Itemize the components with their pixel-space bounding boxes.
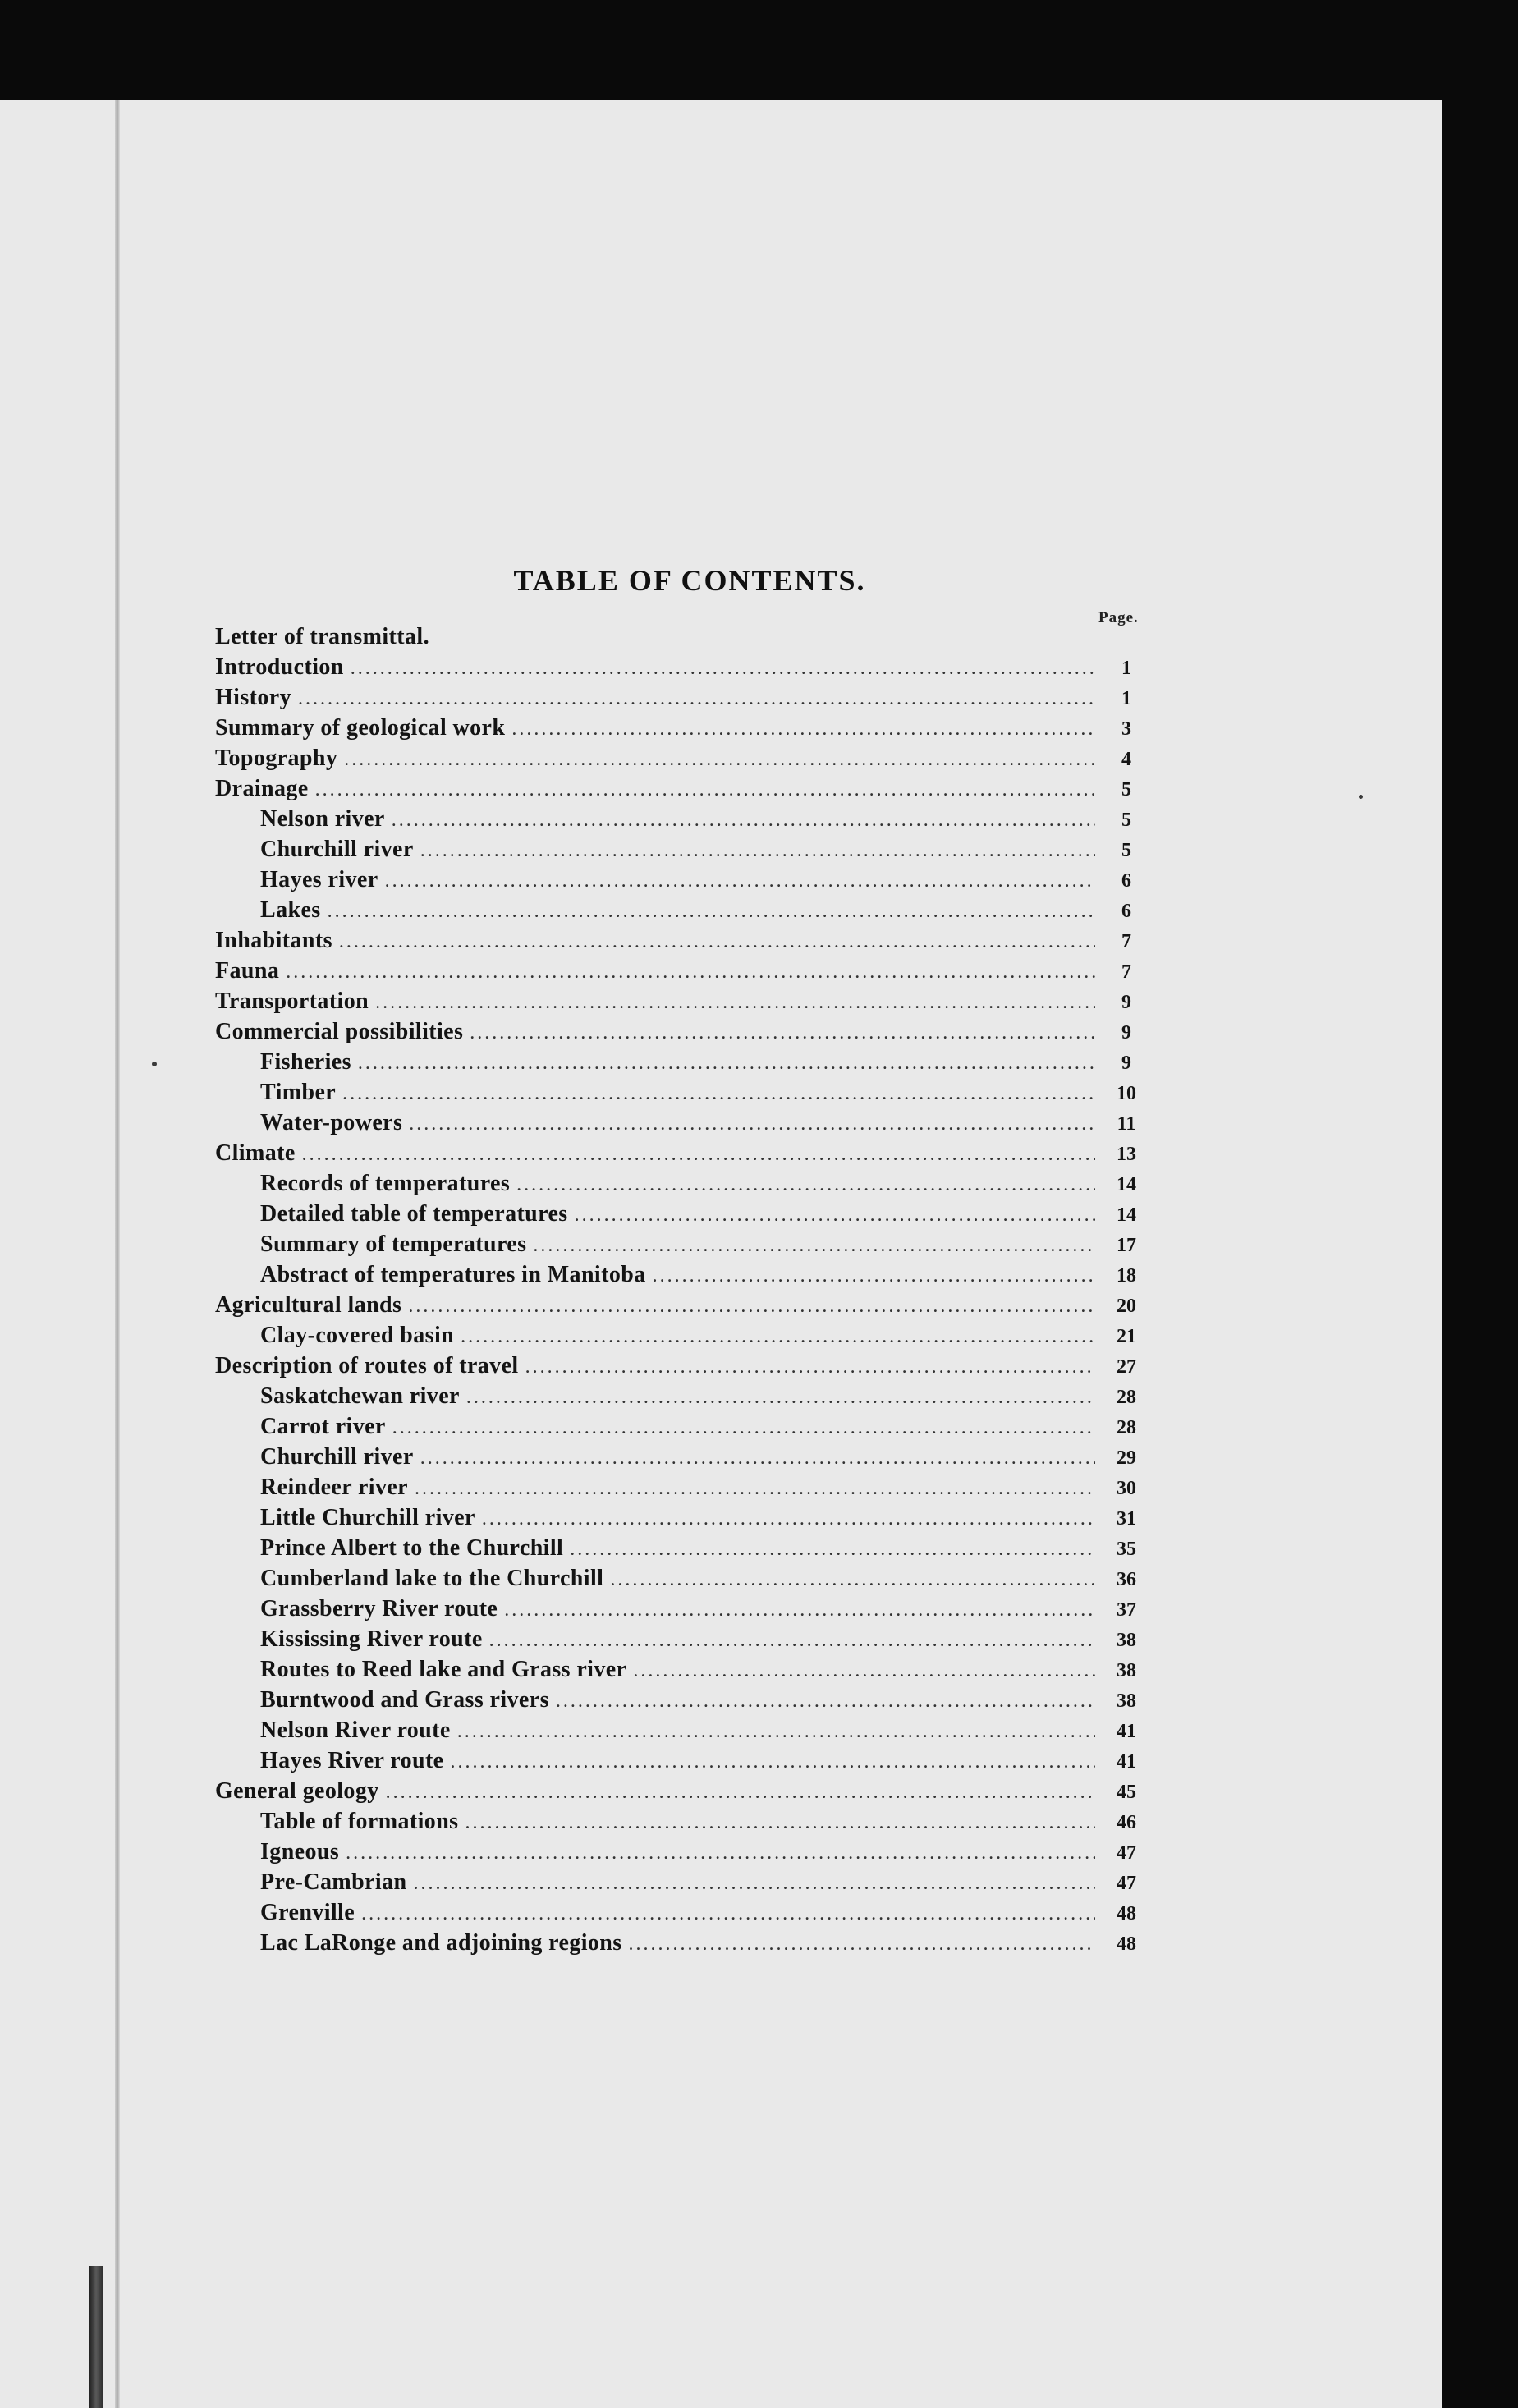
dot-leader (420, 1447, 1095, 1470)
toc-entry (215, 1383, 1151, 1414)
toc-entry (215, 1110, 1151, 1140)
toc-entry (215, 1140, 1151, 1171)
toc-entry-title: Table of formations (260, 1809, 459, 1834)
toc-entry-title: Cumberland lake to the Churchill (260, 1566, 604, 1591)
toc-entry-page-number: 48 (1117, 1903, 1136, 1924)
toc-title: TABLE OF CONTENTS. (513, 564, 866, 597)
toc-entry-page-number: 29 (1117, 1447, 1136, 1469)
toc-entry (215, 624, 1151, 654)
toc-entry-title: Drainage (215, 776, 309, 801)
toc-entry-title: Lakes (260, 897, 321, 923)
toc-entry (215, 745, 1151, 776)
toc-entry-page-number: 28 (1117, 1387, 1136, 1408)
toc-entry-page-number: 27 (1117, 1356, 1136, 1378)
toc-entry-page-number: 18 (1117, 1265, 1136, 1287)
toc-entry-title: Inhabitants (215, 928, 332, 953)
toc-entry-title: Summary of geological work (215, 715, 506, 741)
dot-leader (653, 1265, 1095, 1287)
dot-leader (344, 749, 1095, 771)
toc-entry-page-number: 31 (1117, 1508, 1136, 1530)
toc-entry (215, 1748, 1151, 1778)
toc-entry (215, 1475, 1151, 1505)
dot-leader (420, 840, 1095, 862)
toc-entry (215, 715, 1151, 745)
toc-entry (215, 1232, 1151, 1262)
toc-entry-title: Grenville (260, 1900, 355, 1925)
toc-entry (215, 988, 1151, 1019)
dot-leader (375, 992, 1095, 1014)
dot-leader (358, 1053, 1095, 1075)
dot-leader (504, 1599, 1095, 1621)
dot-leader (533, 1235, 1095, 1257)
toc-entry-title: Grassberry River route (260, 1596, 498, 1621)
dot-leader (461, 1326, 1095, 1348)
toc-entry-page-number: 47 (1117, 1842, 1136, 1864)
toc-entry-page-number: 9 (1121, 1053, 1131, 1074)
toc-entry-page-number: 5 (1121, 840, 1131, 861)
toc-entry-page-number: 46 (1117, 1812, 1136, 1833)
toc-entry-page-number: 45 (1117, 1782, 1136, 1803)
toc-entry-title: Igneous (260, 1839, 340, 1864)
toc-entry-title: General geology (215, 1778, 379, 1804)
dot-leader (556, 1690, 1095, 1713)
toc-entry-page-number: 7 (1121, 961, 1131, 983)
toc-entry-page-number: 3 (1121, 718, 1131, 740)
toc-entry-page-number: 47 (1117, 1873, 1136, 1894)
dot-leader (392, 810, 1095, 832)
toc-entry-title: Churchill river (260, 1444, 414, 1470)
toc-entry-title: Saskatchewan river (260, 1383, 460, 1409)
toc-entry-title: Topography (215, 745, 338, 771)
dot-leader (346, 1842, 1095, 1864)
dot-leader (342, 1083, 1095, 1105)
toc-entry (215, 654, 1151, 685)
toc-entry-page-number: 28 (1117, 1417, 1136, 1438)
dot-leader (408, 1296, 1095, 1318)
toc-entry-title: Water-powers (260, 1110, 403, 1135)
toc-entry-page-number: 41 (1117, 1751, 1136, 1773)
dot-leader (489, 1630, 1095, 1652)
toc-entry (215, 958, 1151, 988)
dot-leader (286, 961, 1095, 984)
toc-entry-page-number: 38 (1117, 1630, 1136, 1651)
toc-entry-page-number: 30 (1117, 1478, 1136, 1499)
toc-entry (215, 1839, 1151, 1869)
toc-entry (215, 1930, 1151, 1961)
toc-entry (215, 1900, 1151, 1930)
toc-entry-title: Letter of transmittal. (215, 624, 429, 649)
toc-entry (215, 1657, 1151, 1687)
toc-entry-page-number: 7 (1121, 931, 1131, 952)
toc-entry-title: Climate (215, 1140, 296, 1166)
toc-entry (215, 1353, 1151, 1383)
page-column-label: Page. (1098, 609, 1139, 626)
toc-entry (215, 1201, 1151, 1232)
toc-entry-title: Clay-covered basin (260, 1323, 455, 1348)
toc-entry-page-number: 1 (1121, 658, 1131, 679)
toc-entry (215, 928, 1151, 958)
toc-entry-title: Fisheries (260, 1049, 351, 1075)
toc-list (215, 624, 1151, 1961)
dot-leader (409, 1113, 1095, 1135)
dot-leader (457, 1721, 1095, 1743)
dot-leader (466, 1387, 1095, 1409)
dot-leader (470, 1022, 1095, 1044)
toc-entry (215, 1687, 1151, 1718)
dot-leader (570, 1539, 1095, 1561)
toc-entry-title: Nelson river (260, 806, 385, 832)
toc-entry (215, 1292, 1151, 1323)
toc-entry-page-number: 20 (1117, 1296, 1136, 1317)
toc-entry (215, 1171, 1151, 1201)
toc-entry (215, 806, 1151, 837)
dot-leader (482, 1508, 1095, 1530)
toc-entry (215, 1626, 1151, 1657)
toc-entry-title: History (215, 685, 292, 710)
toc-entry-title: Hayes River route (260, 1748, 444, 1773)
dot-leader (298, 688, 1095, 710)
toc-entry (215, 776, 1151, 806)
toc-entry (215, 1718, 1151, 1748)
toc-entry (215, 1566, 1151, 1596)
toc-entry (215, 1262, 1151, 1292)
toc-entry (215, 1535, 1151, 1566)
toc-entry-page-number: 17 (1117, 1235, 1136, 1256)
toc-entry-page-number: 9 (1121, 1022, 1131, 1043)
toc-entry-page-number: 1 (1121, 688, 1131, 709)
dot-leader (361, 1903, 1095, 1925)
toc-entry-title: Lac LaRonge and adjoining regions (260, 1930, 622, 1956)
toc-entry (215, 1869, 1151, 1900)
dot-leader (575, 1204, 1095, 1227)
toc-entry-title: Churchill river (260, 837, 414, 862)
toc-entry (215, 867, 1151, 897)
toc-entry-title: Nelson River route (260, 1718, 451, 1743)
toc-entry-title: Pre-Cambrian (260, 1869, 407, 1895)
toc-entry-title: Records of temperatures (260, 1171, 511, 1196)
toc-entry (215, 1809, 1151, 1839)
toc-entry-page-number: 37 (1117, 1599, 1136, 1621)
toc-entry (215, 1323, 1151, 1353)
toc-entry (215, 685, 1151, 715)
dot-leader (465, 1812, 1095, 1834)
dot-leader (610, 1569, 1095, 1591)
toc-entry (215, 1444, 1151, 1475)
toc-entry-page-number: 5 (1121, 810, 1131, 831)
toc-entry-page-number: 41 (1117, 1721, 1136, 1742)
dot-leader (525, 1356, 1095, 1378)
toc-entry-page-number: 13 (1117, 1144, 1136, 1165)
dot-leader (415, 1478, 1095, 1500)
toc-entry-page-number: 10 (1117, 1083, 1136, 1104)
toc-entry-page-number: 6 (1121, 870, 1131, 892)
toc-entry (215, 1596, 1151, 1626)
toc-entry-title: Detailed table of temperatures (260, 1201, 568, 1227)
dot-leader (629, 1933, 1095, 1956)
toc-entry-page-number: 38 (1117, 1660, 1136, 1681)
toc-entry-title: Agricultural lands (215, 1292, 402, 1318)
toc-entry-title: Carrot river (260, 1414, 386, 1439)
toc-entry-title: Routes to Reed lake and Grass river (260, 1657, 627, 1682)
dot-leader (351, 658, 1095, 680)
toc-entry (215, 1778, 1151, 1809)
toc-entry (215, 897, 1151, 928)
toc-entry-title: Reindeer river (260, 1475, 409, 1500)
toc-entry (215, 1414, 1151, 1444)
dot-leader (516, 1174, 1095, 1196)
toc-entry-page-number: 36 (1117, 1569, 1136, 1590)
toc-entry-title: Abstract of temperatures in Manitoba (260, 1262, 646, 1287)
toc-entry-page-number: 48 (1117, 1933, 1136, 1955)
toc-entry (215, 1080, 1151, 1110)
toc-entry-title: Timber (260, 1080, 337, 1105)
toc-entry-title: Description of routes of travel (215, 1353, 519, 1378)
toc-entry-title: Summary of temperatures (260, 1232, 527, 1257)
dot-leader (451, 1751, 1096, 1773)
dot-leader (413, 1873, 1095, 1895)
paper-speck (152, 1062, 157, 1066)
toc-entry-page-number: 6 (1121, 901, 1131, 922)
dot-leader (633, 1660, 1095, 1682)
dot-leader (392, 1417, 1095, 1439)
toc-entry (215, 1505, 1151, 1535)
paper-speck (1359, 795, 1363, 799)
toc-entry-page-number: 5 (1121, 779, 1131, 800)
toc-entry-page-number: 11 (1117, 1113, 1136, 1135)
toc-entry-title: Hayes river (260, 867, 378, 892)
dot-leader (385, 870, 1095, 892)
page-fold-edge (115, 100, 120, 2408)
dot-leader (339, 931, 1095, 953)
toc-entry-page-number: 9 (1121, 992, 1131, 1013)
toc-entry-page-number: 38 (1117, 1690, 1136, 1712)
toc-entry-page-number: 35 (1117, 1539, 1136, 1560)
toc-entry-title: Introduction (215, 654, 344, 680)
dot-leader (315, 779, 1095, 801)
toc-entry-page-number: 14 (1117, 1174, 1136, 1195)
dot-leader (328, 901, 1095, 923)
toc-entry (215, 1019, 1151, 1049)
dot-leader (511, 718, 1095, 741)
book-binding (89, 2266, 103, 2408)
toc-entry-title: Fauna (215, 958, 280, 984)
dot-leader (302, 1144, 1095, 1166)
toc-entry-title: Little Churchill river (260, 1505, 475, 1530)
toc-entry-page-number: 14 (1117, 1204, 1136, 1226)
toc-entry (215, 837, 1151, 867)
dot-leader (386, 1782, 1095, 1804)
toc-entry (215, 1049, 1151, 1080)
toc-entry-title: Kississing River route (260, 1626, 483, 1652)
toc-entry-title: Burntwood and Grass rivers (260, 1687, 549, 1713)
toc-entry-page-number: 21 (1117, 1326, 1136, 1347)
toc-entry-title: Transportation (215, 988, 369, 1014)
toc-entry-title: Commercial possibilities (215, 1019, 464, 1044)
toc-entry-page-number: 4 (1121, 749, 1131, 770)
toc-entry-title: Prince Albert to the Churchill (260, 1535, 564, 1561)
